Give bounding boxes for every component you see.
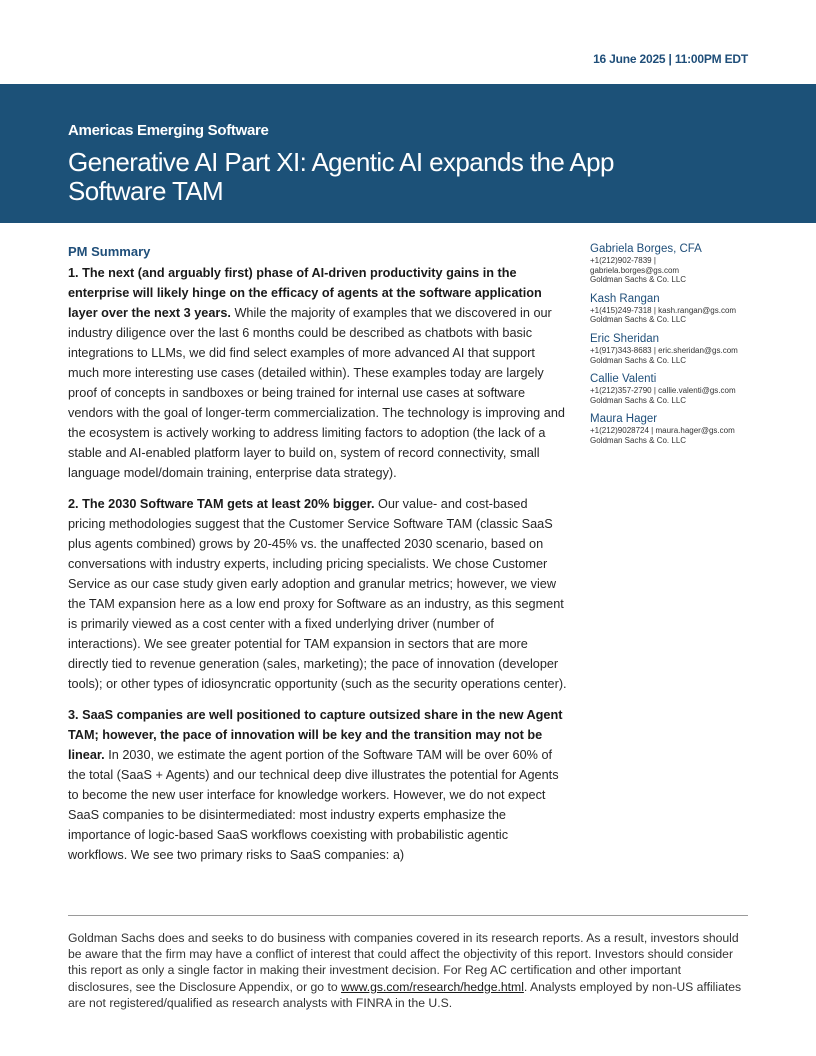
analyst-card [590, 373, 760, 405]
report-title: Generative AI Part XI: Agentic AI expands the App Software TAM [68, 147, 614, 206]
analyst-name: Kash Rangan [590, 292, 660, 305]
analyst-contact[interactable]: +1(212)9028724 | maura.hager@gs.com [590, 426, 735, 436]
summary-paragraph-3 [68, 705, 568, 865]
summary-paragraph-2-body: Our value- and cost-based pricing methodologies suggest that the Customer Service Software TAM (classic SaaS plus agents combined) grows by 20-45% vs. the unaffected 2030 scenario, based on conversations with industry experts, including pricing specialists. We chose Customer Service as our case study given early adoption and granular metrics; however, we view the TAM expansion here as a low end proxy for Software as an industry, as this segment is primarily viewed as a cost center with a fixed underlying driver (number of interactions). We see greater potential for TAM expansion in sectors that are more directly tied to revenue generation (sales, marketing); the pace of innovation (developer tools); or other types of idiosyncratic opportunity (such as the security operations center). [68, 497, 567, 691]
analyst-card [590, 413, 760, 445]
analyst-name: Maura Hager [590, 413, 658, 426]
summary-paragraph-1 [68, 263, 568, 483]
sector-label: Americas Emerging Software [68, 122, 269, 139]
title-banner [0, 84, 816, 223]
analyst-card [590, 333, 760, 365]
analyst-firm: Goldman Sachs & Co. LLC [590, 315, 687, 325]
disclaimer-text [68, 930, 748, 1011]
analyst-list [590, 243, 760, 454]
disclosure-link[interactable]: www.gs.com/research/hedge.html [341, 979, 524, 994]
analyst-email[interactable]: gabriela.borges@gs.com [590, 265, 680, 275]
analyst-firm: Goldman Sachs & Co. LLC [590, 435, 687, 445]
footer-divider [68, 915, 748, 916]
analyst-card [590, 293, 760, 325]
pm-summary-heading: PM Summary [68, 244, 151, 259]
pm-summary-section [68, 242, 568, 876]
summary-paragraph-3-lead: 3. SaaS companies are well positioned to capture outsized share in the new Agent TAM; however, the pace of innovation will be key and the transition may not be linear. [68, 708, 563, 762]
disclaimer-body-end: . Analysts employed by non-US affiliates are not registered/qualified as research analysts with FINRA in the U.S. [68, 979, 742, 1010]
summary-paragraph-1-lead: 1. The next (and arguably first) phase of AI-driven productivity gains in the enterprise will likely hinge on the efficacy of agents at the software application layer over the next 3 years. [68, 266, 542, 320]
analyst-contact[interactable]: +1(917)343-8683 | eric.sheridan@gs.com [590, 345, 738, 355]
analyst-contact: +1(212)902-7839 | [590, 256, 656, 265]
summary-paragraph-2 [68, 494, 568, 694]
analyst-firm: Goldman Sachs & Co. LLC [590, 275, 687, 285]
analyst-contact[interactable]: +1(212)357-2790 | callie.valenti@gs.com [590, 386, 736, 396]
report-dateline: 16 June 2025 | 11:00PM EDT [593, 52, 748, 66]
summary-paragraph-2-lead: 2. The 2030 Software TAM gets at least 20% bigger. [68, 497, 375, 511]
analyst-name: Gabriela Borges, CFA [590, 243, 702, 255]
summary-paragraph-1-body: While the majority of examples that we discovered in our industry diligence over the last 6 months could be described as chatbots with basic integrations to LLMs, we did find select examples of more advanced AI that support much more interesting use cases (detailed within). These examples today are largely proof of concepts in sandboxes or being trained for internal use cases at software vendors with the goal of longer-term commercialization. The technology is improving and the ecosystem is actively working to address limiting factors to adoption (the lack of a stable and AI-enabled platform layer to build on, system of record connectivity, small language model/domain training, enterprise data strategy). [68, 306, 565, 480]
analyst-firm: Goldman Sachs & Co. LLC [590, 395, 687, 405]
analyst-name: Callie Valenti [590, 373, 657, 386]
summary-paragraph-3-body: In 2030, we estimate the agent portion of the Software TAM will be over 60% of the total (SaaS + Agents) and our technical deep dive illustrates the potential for Agents to become the new user interface for knowledge workers. However, we do not expect SaaS companies to be disintermediated: most industry experts emphasize the importance of logic-based SaaS workflows coexisting with probabilistic agentic workflows. We see two primary risks to SaaS companies: a) [68, 748, 559, 862]
analyst-contact[interactable]: +1(415)249-7318 | kash.rangan@gs.com [590, 305, 737, 315]
analyst-name: Eric Sheridan [590, 332, 660, 345]
analyst-firm: Goldman Sachs & Co. LLC [590, 355, 687, 365]
disclaimer-body: Goldman Sachs does and seeks to do business with companies covered in its research reports. As a result, investors should be aware that the firm may have a conflict of interest that could affect the objectivity of this report. Investors should consider this report as only a single factor in making their investment decision. For Reg AC certification and other important disclosures, see the Disclosure Appendix, or go to [68, 931, 739, 994]
analyst-card [590, 243, 760, 285]
